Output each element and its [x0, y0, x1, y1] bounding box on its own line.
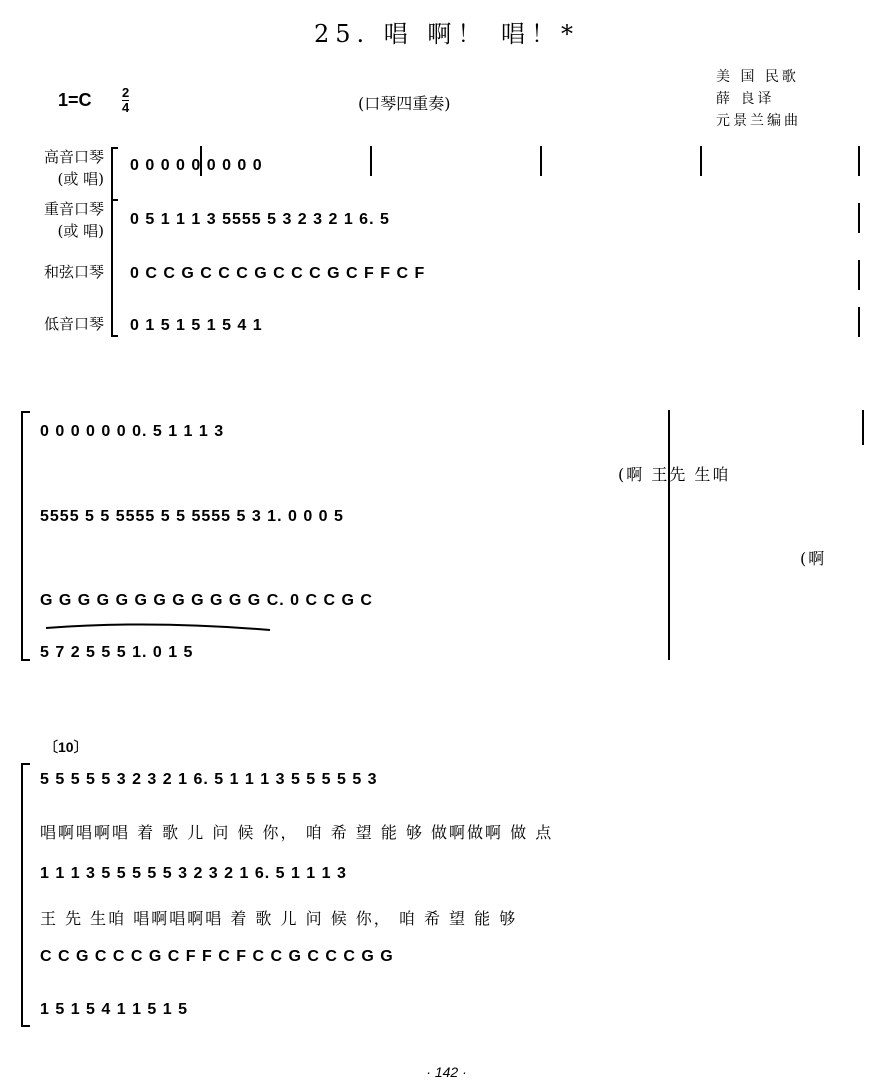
system3-lyric-b: 王 先 生咱 唱啊唱啊唱 着 歌 儿 问 候 你， 咱 希 望 能 够: [40, 909, 518, 928]
system1-tenor-notes: 0 5 1 1 1 3 5555 5 3 2 3 2 1 6. 5: [130, 211, 390, 228]
system3-lyric-a: 唱啊唱啊唱 着 歌 儿 问 候 你， 咱 希 望 能 够 做啊做啊 做 点: [40, 823, 554, 842]
system2-chord-notes: G G G G G G G G G G G G C. 0 C C G C: [40, 592, 373, 609]
system3-chord-notes: C C G C C C G C F F C F C C G C C C G G: [40, 948, 394, 965]
barline: [862, 410, 864, 445]
credit-origin: 美 国 民歌: [716, 69, 799, 85]
song-title: 25. 唱 啊！ 唱！*: [313, 20, 580, 48]
credit-arranger: 元景兰编曲: [716, 113, 801, 129]
subtitle: (口琴四重奏): [358, 94, 451, 113]
system2-lyric-b: (啊: [800, 549, 827, 568]
system3-tenor-notes: 1 1 1 3 5 5 5 5 5 3 2 3 2 1 6. 5 1 1 1 3: [40, 865, 347, 882]
instrument-label-tenor: 重音口琴 (或 唱): [43, 200, 104, 240]
barline: [858, 146, 860, 176]
repeat-barline: [668, 410, 670, 660]
key-signature: 1=C: [58, 90, 92, 110]
barline: [370, 146, 372, 176]
credit-translator: 薛 良译: [716, 91, 775, 107]
system2-tenor-notes: 5555 5 5 5555 5 5 5555 5 3 1. 0 0 0 5: [40, 508, 344, 525]
time-signature-bottom: 4: [122, 100, 130, 115]
system1-treble-notes: 0 0 0 0 0 0 0 0 0: [130, 157, 263, 174]
page-number: · 142 ·: [426, 1064, 467, 1080]
system2-treble-notes: 0 0 0 0 0 0 0. 5 1 1 1 3: [40, 423, 225, 440]
system3-bass-notes: 1 5 1 5 4 1 1 5 1 5: [40, 1001, 188, 1018]
instrument-label-bass: 低音口琴: [43, 315, 104, 333]
barline: [700, 146, 702, 176]
instrument-label-chord: 和弦口琴: [43, 263, 104, 281]
barline: [858, 260, 860, 290]
rehearsal-mark: 〔10〕: [44, 739, 88, 755]
barline: [858, 203, 860, 233]
system1-chord-notes: 0 C C G C C C G C C C G C F F C F: [130, 265, 426, 282]
instrument-label-treble: 高音口琴 (或 唱): [43, 148, 104, 188]
system3-treble-notes: 5 5 5 5 5 3 2 3 2 1 6. 5 1 1 1 3 5 5 5 5 5 3: [40, 771, 378, 788]
time-signature-top: 2: [122, 85, 130, 100]
system2-lyric-a: (啊 王先 生咱: [618, 465, 731, 484]
barline: [540, 146, 542, 176]
system2-bass-notes: 5 7 2 5 5 5 1. 0 1 5: [40, 644, 194, 661]
system1-bass-notes: 0 1 5 1 5 1 5 4 1: [130, 317, 263, 334]
barline: [858, 307, 860, 337]
